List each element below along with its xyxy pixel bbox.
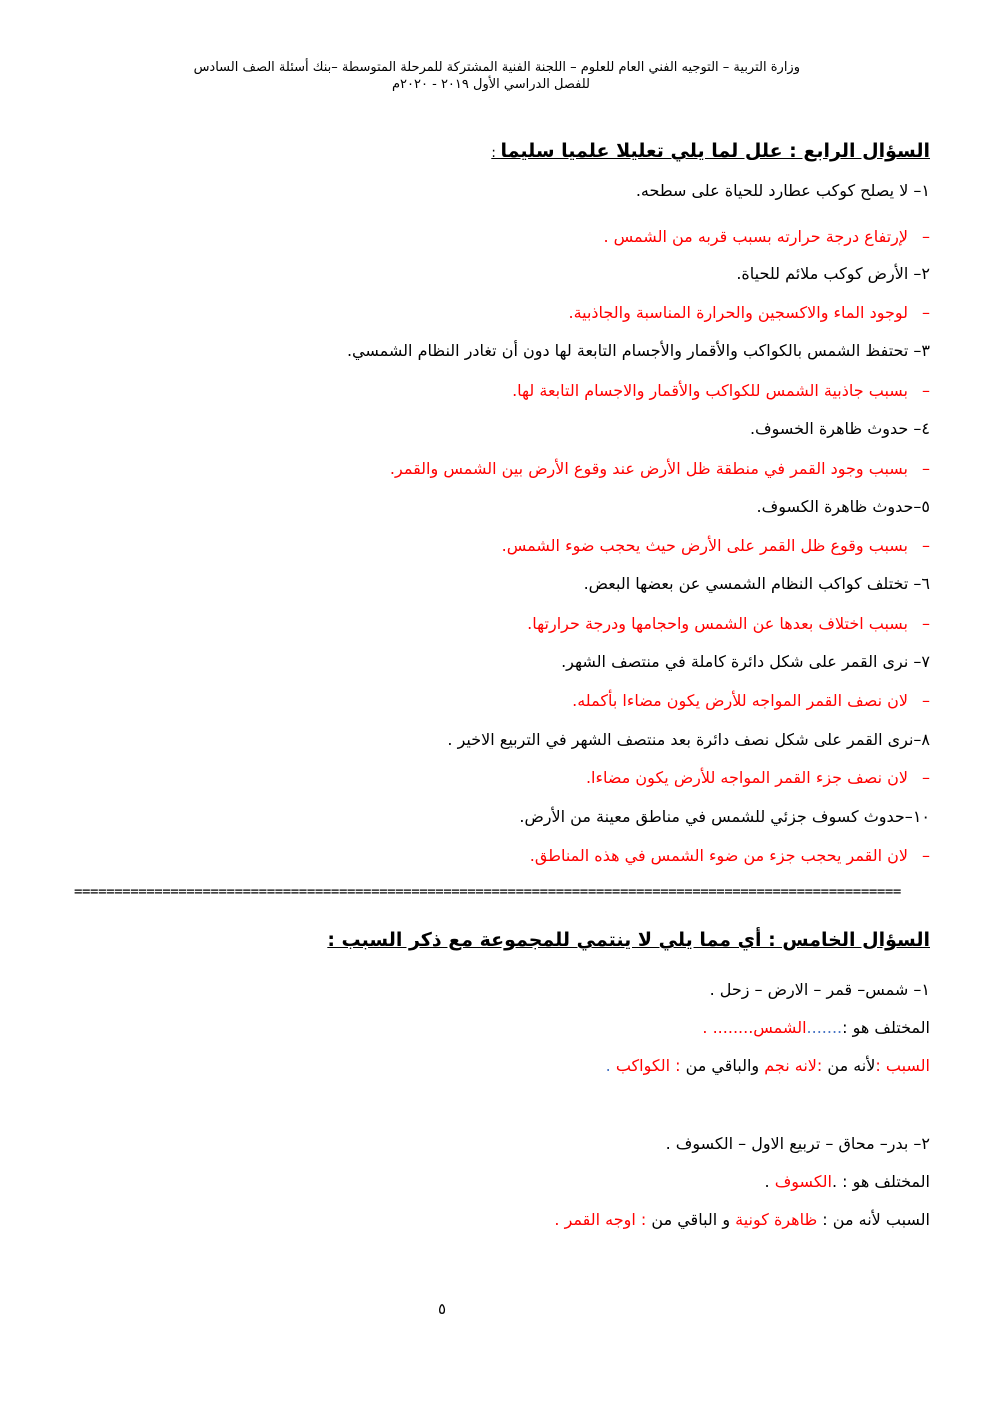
answer-text: بسبب جاذبية الشمس للكواكب والأقمار والاجسام التابعة لها. xyxy=(512,381,908,400)
q4-item-1-answer xyxy=(603,227,930,246)
answer-text: لإرتفاع درجة حرارته بسبب قربه من الشمس . xyxy=(603,227,908,246)
reason-colon-3: : xyxy=(675,1056,681,1075)
different-label: المختلف هو : xyxy=(842,1018,930,1037)
q4-item-1-question: ١– لا يصلح كوكب عطارد للحياة على سطحه. xyxy=(635,181,930,200)
answer-dash: – xyxy=(922,227,930,246)
q4-item-8-question: ٨–نرى القمر على شكل نصف دائرة بعد منتصف الشهر في التربيع الاخير . xyxy=(447,730,930,749)
question-5-title: السؤال الخامس : أي مما يلي لا ينتمي للمجموعة مع ذكر السبب : xyxy=(327,929,930,951)
q4-item-4-answer xyxy=(390,459,930,478)
answer-text: بسبب وقوع ظل القمر على الأرض حيث يحجب ضوء الشمس. xyxy=(501,536,908,555)
question-4-title-colon: : xyxy=(491,145,501,161)
header-line-2: للفصل الدراسي الأول ٢٠١٩ - ٢٠٢٠م xyxy=(391,77,590,92)
q4-item-7-answer xyxy=(572,691,930,710)
q4-item-2-answer xyxy=(568,303,930,322)
reason-colon: : xyxy=(875,1056,886,1075)
page-number: ٥ xyxy=(438,1300,447,1318)
q4-item-3-question: ٣– تحتفظ الشمس بالكواكب والأقمار والأجسام التابعة لها دون أن تغادر النظام الشمسي. xyxy=(346,341,930,360)
answer-dash: – xyxy=(922,691,930,710)
q5-group-1-reason xyxy=(606,1056,930,1075)
answer-dash: – xyxy=(922,768,930,787)
answer-dash: – xyxy=(922,303,930,322)
question-4-title-text: السؤال الرابع : علل لما يلي تعليلا علميا سليما xyxy=(500,140,930,162)
answer-text: بسبب وجود القمر في منطقة ظل الأرض عند وقوع الأرض بين الشمس والقمر. xyxy=(389,459,908,478)
reason-answer-2: الكواكب xyxy=(615,1056,676,1075)
header-line-1: وزارة التربية – التوجيه الفني العام للعلوم – اللجنة الفنية المشتركة للمرحلة المتوسطة –بنك أسئلة الصف السادس xyxy=(193,60,800,75)
reason-colon: : xyxy=(640,1210,647,1229)
q5-group-1-question: ١– شمس– قمر – الارض – زحل . xyxy=(709,980,930,999)
q4-item-2-question: ٢– الأرض كوكب ملائم للحياة. xyxy=(736,264,930,283)
different-end: . xyxy=(764,1172,775,1191)
q5-group-2-reason xyxy=(554,1210,930,1229)
reason-answer-1: لانه نجم xyxy=(764,1056,817,1075)
q5-group-2-different xyxy=(765,1172,930,1191)
q4-item-8-answer xyxy=(586,768,930,787)
section-separator: ======================================================================================================= xyxy=(74,884,901,900)
answer-text: لان القمر يحجب جزء من ضوء الشمس في هذه المناطق. xyxy=(529,846,908,865)
reason-end: . xyxy=(554,1210,565,1229)
q5-group-1-different xyxy=(702,1018,930,1037)
answer-text: لان نصف القمر المواجه للأرض يكون مضاءا بأكمله. xyxy=(572,691,908,710)
q5-group-2-question: ٢– بدر– محاق – تربيع الاول – الكسوف . xyxy=(665,1134,930,1153)
answer-dash: – xyxy=(922,614,930,633)
q4-item-10-question: ١٠–حدوث كسوف جزئي للشمس في مناطق معينة من الأرض. xyxy=(519,807,930,826)
answer-dash: – xyxy=(922,381,930,400)
reason-middle: والباقي من xyxy=(680,1056,765,1075)
reason-prefix: السبب لأنه من : xyxy=(817,1210,930,1229)
reason-colon-2: : xyxy=(816,1056,823,1075)
reason-answer-2: اوجه القمر xyxy=(564,1210,641,1229)
answer-dash: – xyxy=(922,846,930,865)
q4-item-5-question: ٥–حدوث ظاهرة الكسوف. xyxy=(756,497,930,516)
q4-item-3-answer xyxy=(512,381,930,400)
different-answer: الكسوف xyxy=(774,1172,832,1191)
different-answer: الشمس xyxy=(753,1018,807,1037)
reason-middle: و الباقي من xyxy=(646,1210,736,1229)
answer-dash: – xyxy=(922,459,930,478)
answer-text: لان نصف جزء القمر المواجه للأرض يكون مضاءا. xyxy=(585,768,908,787)
answer-text: لوجود الماء والاكسجين والحرارة المناسبة والجاذبية. xyxy=(568,303,908,322)
q4-item-6-answer xyxy=(527,614,930,633)
reason-answer-1: ظاهرة كونية xyxy=(735,1210,818,1229)
dots: ........ . xyxy=(702,1018,754,1037)
q4-item-5-answer xyxy=(502,536,930,555)
reason-end: . xyxy=(605,1056,616,1075)
answer-text: بسبب اختلاف بعدها عن الشمس واحجامها ودرجة حرارتها. xyxy=(527,614,908,633)
answer-dash: – xyxy=(922,536,930,555)
q4-item-7-question: ٧– نرى القمر على شكل دائرة كاملة في منتصف الشهر. xyxy=(561,652,930,671)
question-4-title xyxy=(491,140,930,162)
reason-label: السبب xyxy=(885,1056,930,1075)
q4-item-10-answer xyxy=(530,846,930,865)
q4-item-4-question: ٤– حدوث ظاهرة الخسوف. xyxy=(749,419,930,438)
dots: ....... xyxy=(806,1018,843,1037)
different-label: المختلف هو : . xyxy=(831,1172,930,1191)
q4-item-6-question: ٦– تختلف كواكب النظام الشمسي عن بعضها البعض. xyxy=(583,574,930,593)
reason-prefix: لأنه من xyxy=(822,1056,876,1075)
